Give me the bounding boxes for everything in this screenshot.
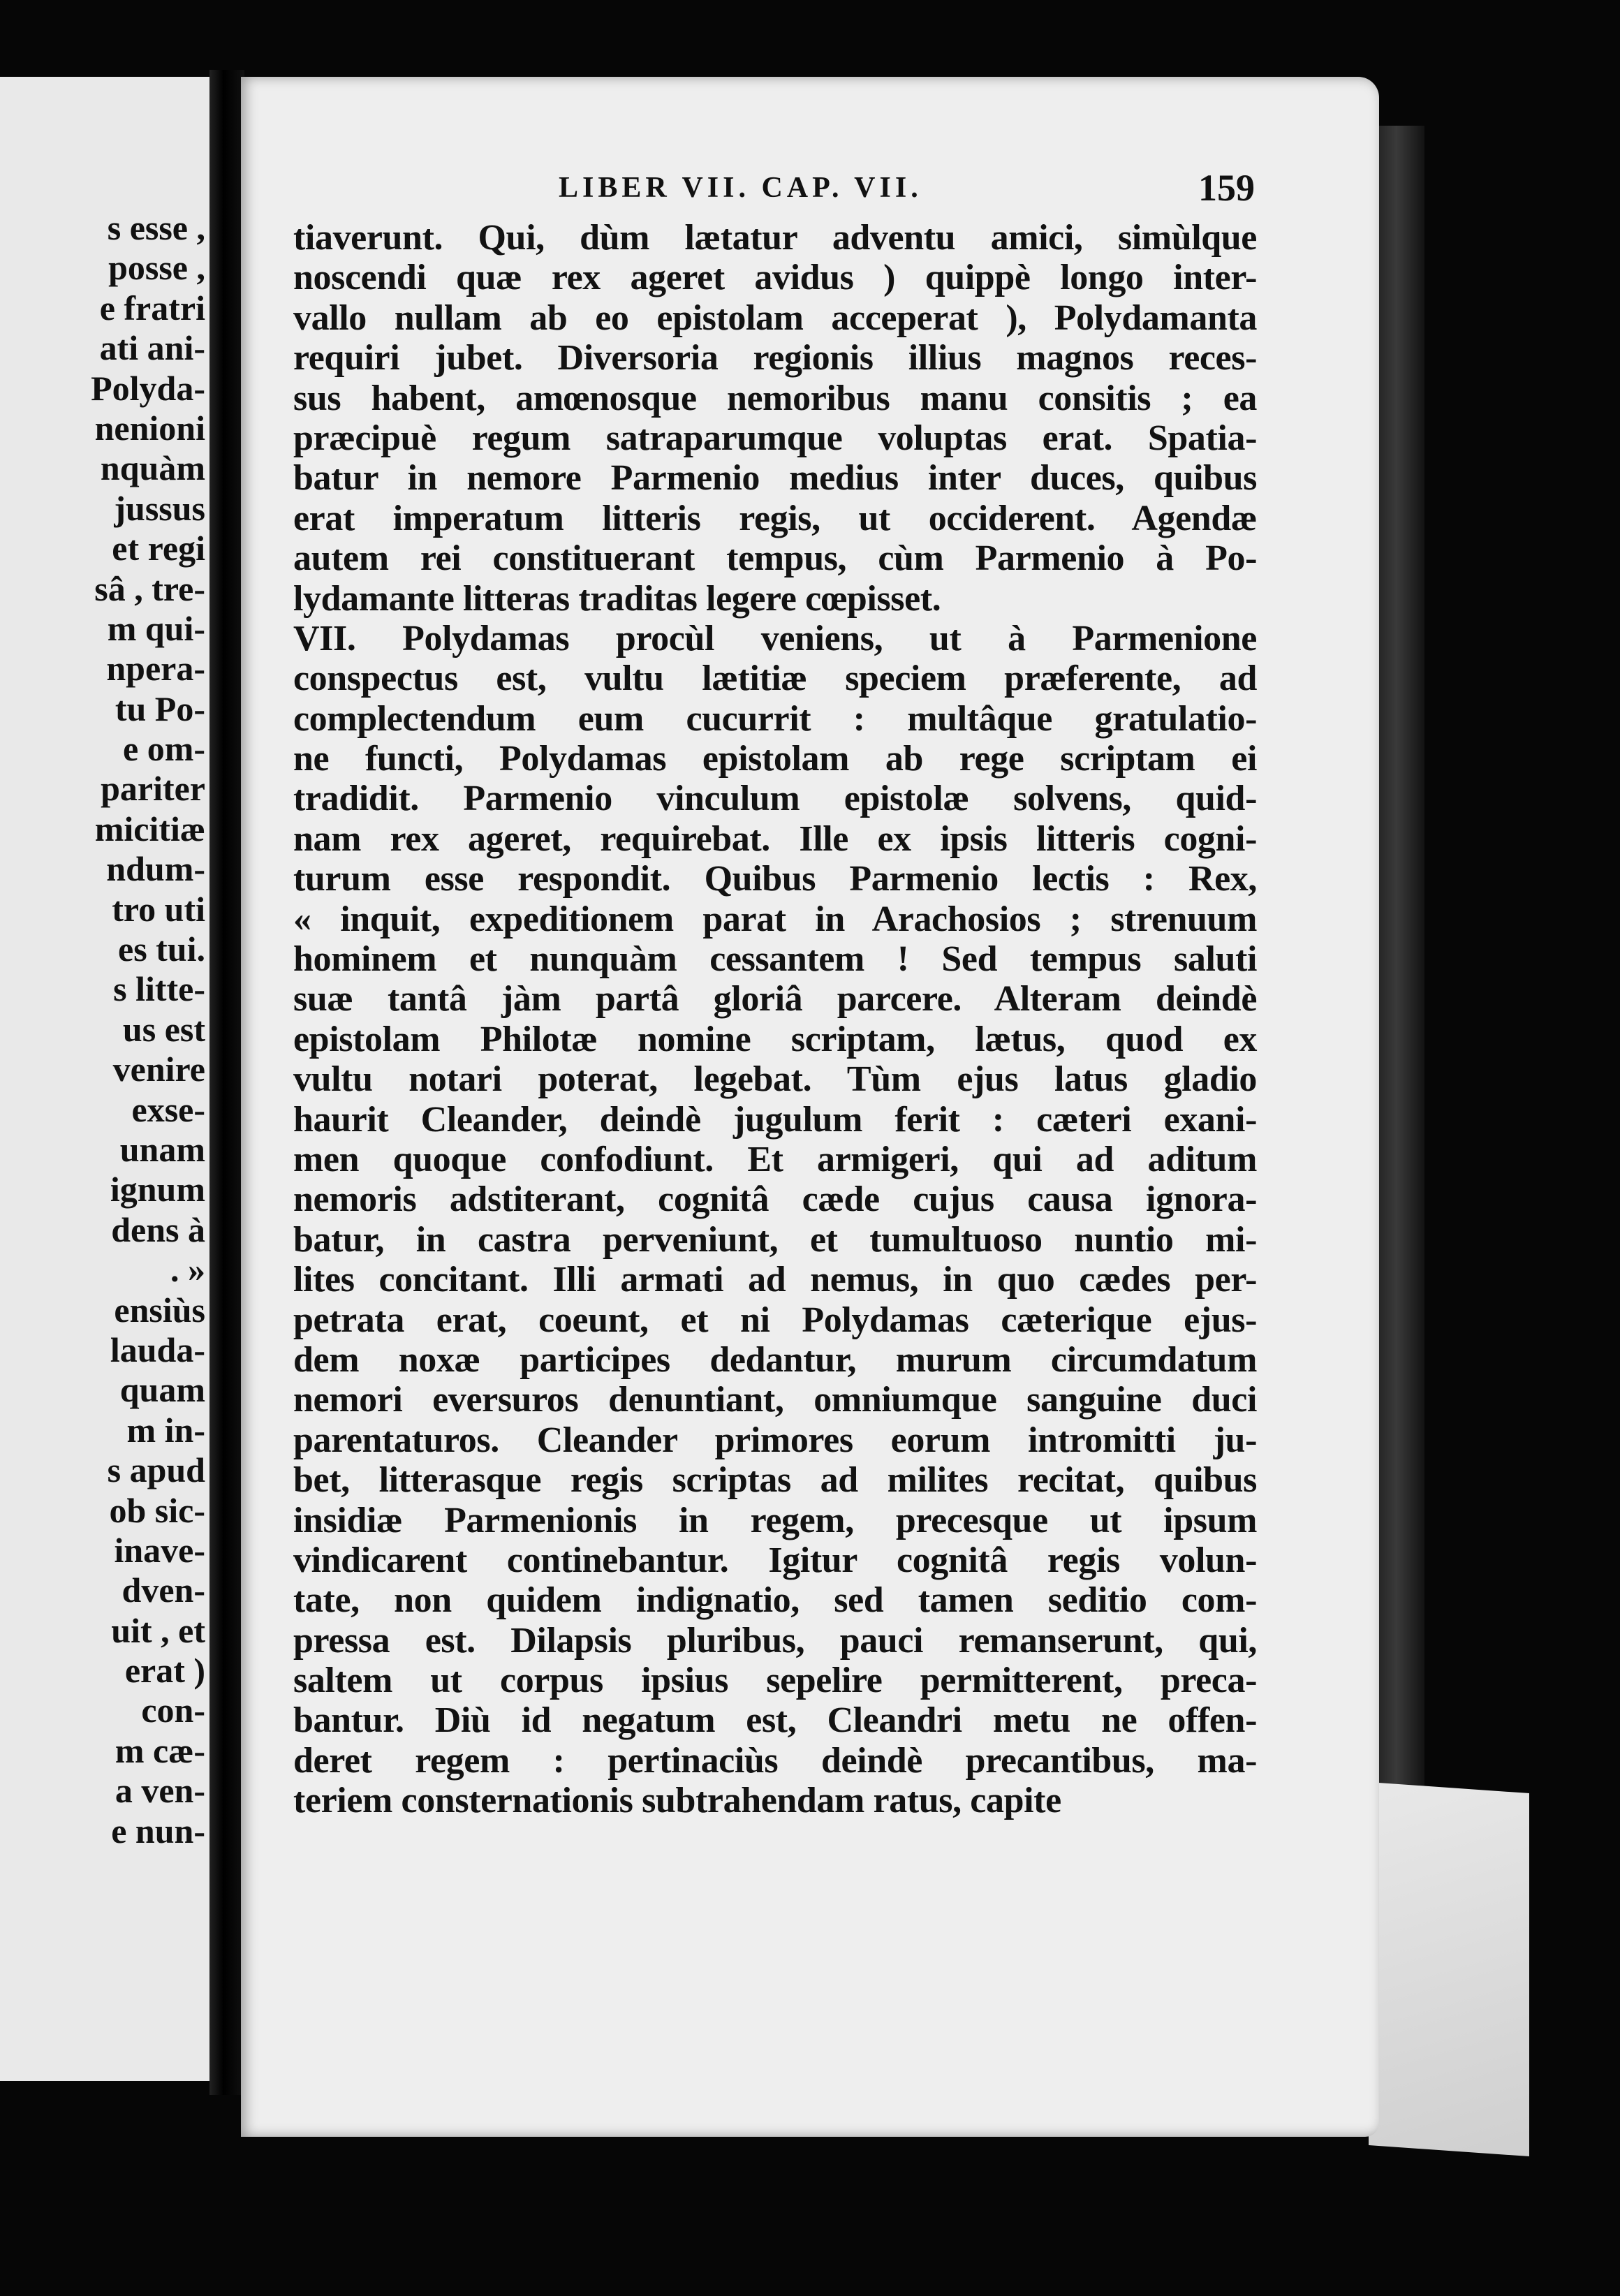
text-line: lydamante litteras traditas legere cœpisset. — [293, 578, 941, 619]
facing-text-line: exse- — [131, 1089, 205, 1129]
body-text — [293, 218, 1257, 1821]
facing-text-line: nquàm — [100, 448, 205, 488]
text-line: hominem et nunquàm cessantem ! Sed tempus saluti — [293, 939, 1257, 980]
text-line: nemoris adstiterant, cognitâ cæde cujus causa ignora- — [293, 1179, 1257, 1220]
text-line: batur in nemore Parmenio medius inter duces, quibus — [293, 458, 1257, 499]
text-line: vindicarent continebantur. Igitur cognitâ regis volun- — [293, 1540, 1257, 1580]
facing-text-line: erat ) — [124, 1651, 205, 1691]
book-gutter — [209, 70, 244, 2095]
text-line: complectendum eum cucurrit : multâque gratulatio- — [293, 698, 1257, 739]
facing-text-line: Polyda- — [91, 368, 205, 408]
facing-text-line: quam — [119, 1370, 205, 1410]
facing-text-line: uit , et — [111, 1610, 205, 1650]
facing-text-line: es tui. — [118, 929, 205, 969]
text-line: noscendi quæ rex ageret avidus ) quippè longo inter- — [293, 258, 1257, 298]
facing-text-line: dven- — [122, 1570, 205, 1610]
facing-text-line: s litte- — [113, 969, 205, 1009]
facing-text-line: s esse , — [107, 208, 205, 247]
facing-text-line: lauda- — [110, 1330, 205, 1369]
facing-text-line: et regi — [112, 529, 205, 568]
facing-text-line: m in- — [126, 1410, 205, 1450]
facing-text-line: m cæ- — [115, 1730, 205, 1770]
facing-text-line: inave- — [114, 1530, 205, 1570]
text-line: epistolam Philotæ nomine scriptam, lætus, quod ex — [293, 1019, 1257, 1059]
text-line: ne functi, Polydamas epistolam ab rege scriptam ei — [293, 739, 1257, 779]
text-line: erat imperatum litteris regis, ut occiderent. Agendæ — [293, 498, 1257, 538]
text-line: lites concitant. Illi armati ad nemus, in quo cædes per- — [293, 1260, 1257, 1300]
facing-text-line: tu Po- — [115, 689, 205, 728]
text-line: deret regem : pertinaciùs deindè precantibus, ma- — [293, 1740, 1257, 1781]
text-line: parentaturos. Cleander primores eorum intromitti ju- — [293, 1420, 1257, 1460]
text-line: saltem ut corpus ipsius sepelire permitterent, preca- — [293, 1661, 1257, 1701]
facing-text-line: dens à — [111, 1209, 205, 1249]
text-line: vallo nullam ab eo epistolam acceperat ), Polydamanta — [293, 297, 1257, 338]
facing-text-line: posse , — [108, 248, 205, 288]
text-line: VII. Polydamas procùl veniens, ut à Parmenione — [293, 618, 1257, 658]
text-line: bet, litterasque regis scriptas ad milites recitat, quibus — [293, 1460, 1257, 1501]
text-line: nam rex ageret, requirebat. Ille ex ipsis litteris cogni- — [293, 818, 1257, 859]
facing-text-line: sâ , tre- — [94, 568, 205, 608]
facing-text-line: ndum- — [106, 849, 205, 889]
facing-text-line: jussus — [114, 488, 205, 528]
facing-text-line: us est — [122, 1009, 205, 1049]
facing-text-line: venire — [112, 1050, 205, 1089]
facing-text-line: e fratri — [99, 288, 205, 328]
facing-text-line: ati ani- — [99, 328, 205, 368]
facing-text-line: con- — [141, 1691, 205, 1730]
page-number: 159 — [1198, 167, 1255, 209]
text-line: tate, non quidem indignatio, sed tamen seditio com- — [293, 1580, 1257, 1621]
text-line: requiri jubet. Diversoria regionis illius magnos reces- — [293, 338, 1257, 378]
text-line: bantur. Diù id negatum est, Cleandri metu ne offen- — [293, 1700, 1257, 1741]
facing-page-left — [0, 77, 209, 2081]
facing-text-line: micitiæ — [94, 809, 205, 848]
facing-page-text — [91, 208, 205, 1851]
text-line: autem rei constituerant tempus, cùm Parmenio à Po- — [293, 538, 1257, 579]
facing-text-line: ensiùs — [114, 1290, 205, 1330]
facing-text-line: ignum — [110, 1170, 205, 1209]
text-line: vultu notari poterat, legebat. Tùm ejus latus gladio — [293, 1059, 1257, 1100]
text-line: turum esse respondit. Quibus Parmenio lectis : Rex, — [293, 859, 1257, 899]
text-line: petrata erat, coeunt, et ni Polydamas cæterique ejus- — [293, 1300, 1257, 1340]
facing-text-line: a ven- — [115, 1771, 205, 1811]
facing-text-line: unam — [119, 1129, 205, 1169]
text-line: suæ tantâ jàm partâ gloriâ parcere. Alteram deindè — [293, 979, 1257, 1020]
running-head: LIBER VII. CAP. VII. — [559, 172, 922, 204]
text-line: pressa est. Dilapsis pluribus, pauci remanserunt, qui, — [293, 1620, 1257, 1661]
facing-text-line: s apud — [107, 1450, 205, 1490]
facing-text-line: nenioni — [94, 408, 205, 448]
text-line: nemori eversuros denuntiant, omniumque sanguine duci — [293, 1380, 1257, 1420]
facing-text-line: tro uti — [112, 889, 205, 929]
page-stack — [1369, 1782, 1529, 2156]
text-line: haurit Cleander, deindè jugulum ferit : cæteri exani- — [293, 1099, 1257, 1140]
facing-text-line: pariter — [101, 769, 205, 809]
text-line: sus habent, amœnosque nemoribus manu consitis ; ea — [293, 378, 1257, 418]
facing-text-line: e om- — [123, 729, 205, 769]
text-line: teriem consternationis subtrahendam ratus, capite — [293, 1781, 1061, 1821]
facing-text-line: ob sic- — [109, 1490, 205, 1530]
facing-text-line: m qui- — [107, 608, 205, 648]
text-line: batur, in castra perveniunt, et tumultuoso nuntio mi- — [293, 1219, 1257, 1260]
facing-text-line: npera- — [106, 649, 205, 689]
text-line: men quoque confodiunt. Et armigeri, qui ad aditum — [293, 1139, 1257, 1179]
text-line: dem noxæ participes dedantur, murum circumdatum — [293, 1339, 1257, 1380]
text-line: conspectus est, vultu lætitiæ speciem præferente, ad — [293, 658, 1257, 699]
facing-text-line: . » — [170, 1250, 205, 1290]
text-line: tradidit. Parmenio vinculum epistolæ solvens, quid- — [293, 779, 1257, 819]
text-line: præcipuè regum satraparumque voluptas erat. Spatia- — [293, 418, 1257, 458]
text-line: tiaverunt. Qui, dùm lætatur adventu amici, simùlque — [293, 218, 1257, 258]
facing-text-line: e nun- — [111, 1811, 205, 1850]
text-line: insidiæ Parmenionis in regem, precesque ut ipsum — [293, 1500, 1257, 1540]
text-line: « inquit, expeditionem parat in Arachosios ; strenuum — [293, 899, 1257, 939]
